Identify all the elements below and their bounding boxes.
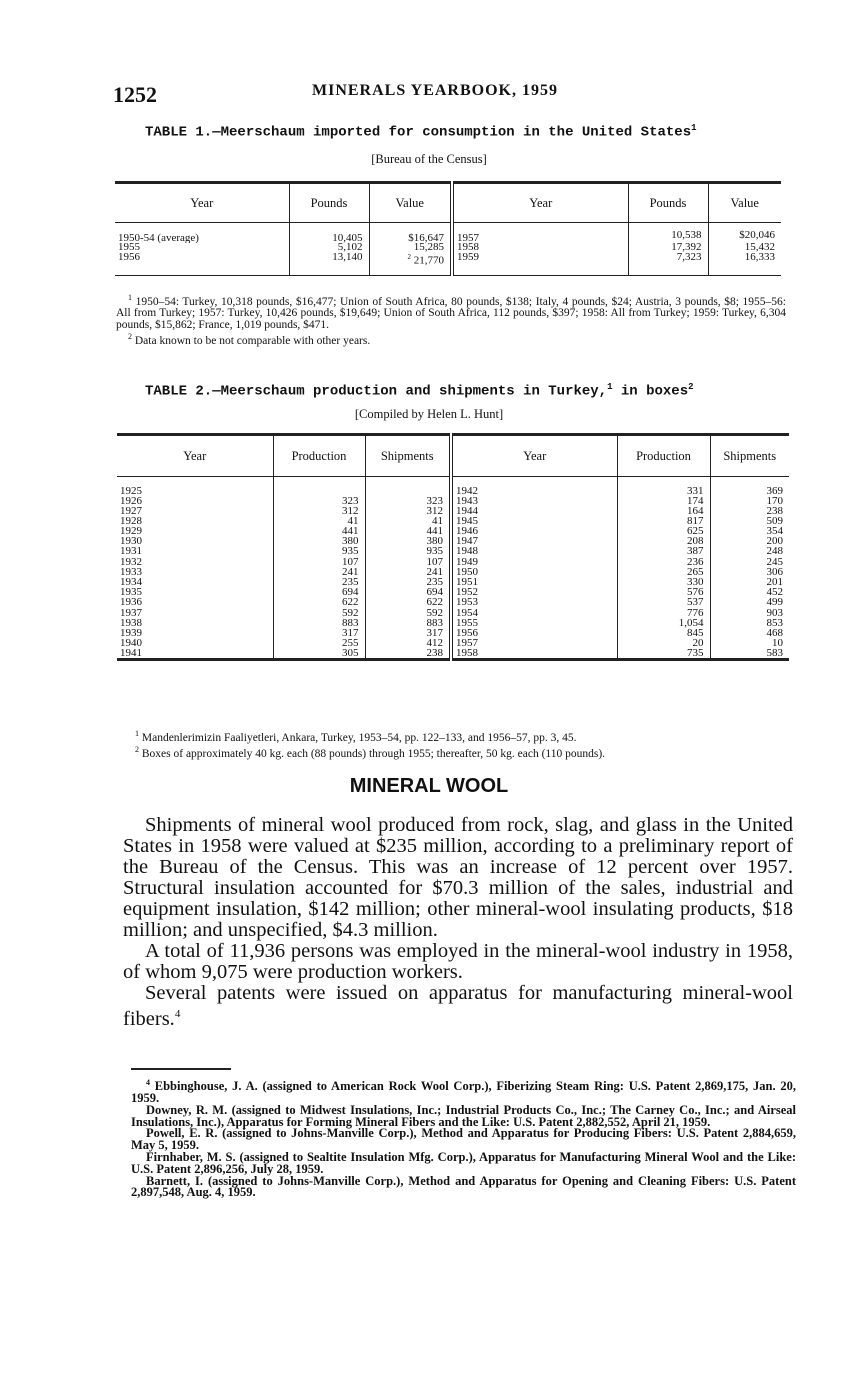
- page-number: 1252: [113, 82, 157, 107]
- t2-shipments: 245: [766, 555, 783, 568]
- patent-footnote: Firnhaber, M. S. (assigned to Sealtite Insulation Mfg. Corp.), Apparatus for Manufacturing Mineral Wool and the Like: U.S. Patent 2,896,256, July 28, 1959.: [131, 1149, 796, 1176]
- t2-shipments: 694: [365, 588, 451, 598]
- t2-shipments: 200: [766, 535, 783, 548]
- t2-year: 1950: [451, 568, 617, 578]
- table2-caption: TABLE 2.—Meerschaum production and shipments in Turkey,$^1$ in boxes$^2$: [145, 382, 694, 400]
- t2-production: 694: [273, 588, 365, 598]
- t2-year: 1957: [451, 639, 617, 649]
- t1-footnote-1: $^1$ 1950–54: Turkey, 10,318 pounds, $16,477; Union of South Africa, 80 pounds, $138; Italy, 4 pounds, $24; Austria, 3 pounds, $8; 1955–56: All from Turkey; 1957: Turkey, 10,426 pounds, $19,649; Union of South Africa, 112 pounds, $397; 1958: All from Turkey; 1959: Turkey, 6,304 pounds, $15,862; France, 1,019 pounds, $471.: [116, 293, 787, 331]
- t2-shipments: 583: [766, 647, 783, 660]
- table2-footnotes: [135, 728, 795, 761]
- t2-shipments: 452: [766, 586, 783, 599]
- t2-production: 235: [273, 578, 365, 588]
- t1-col-year-left: Year: [115, 183, 289, 223]
- t2-production: 323: [273, 497, 365, 507]
- t1-pounds: 7,323: [628, 253, 708, 275]
- t2-col-year-left: Year: [117, 435, 273, 477]
- paragraph: Shipments of mineral wool produced from rock, slag, and glass in the United States in 1958 were valued at $235 million, according to a preliminary report of the Bureau of the Census. This was an increase of 12 percent over 1957. Structural insulation accounted for $70.3 million of the sales, industrial and equipment insulation, $142 million; other mineral-wool insulating products, $18 million; and unspecified, $4.3 million.: [123, 814, 793, 941]
- t1-year: 1956: [115, 253, 289, 275]
- section-body: [123, 815, 793, 1030]
- t1-value: $20,046: [739, 229, 775, 241]
- t1-pounds: 10,405: [289, 223, 369, 244]
- t2-shipments: 441: [365, 527, 451, 537]
- t2-year: 1941: [117, 649, 273, 660]
- t2-production: 776: [617, 609, 710, 619]
- t2-production: 817: [617, 517, 710, 527]
- t1-value-mark: 2: [407, 253, 411, 261]
- table2-body: [117, 477, 789, 660]
- table2: [117, 433, 789, 661]
- t2-shipments: 468: [766, 626, 783, 639]
- t2-year: 1939: [117, 629, 273, 639]
- t1-pounds: 10,538: [628, 223, 708, 244]
- t1-value: 16,333: [744, 251, 775, 263]
- t2-production: 735: [617, 649, 710, 660]
- t1-value: $16,647: [369, 223, 452, 244]
- t2-production: 255: [273, 639, 365, 649]
- t2-year: 1943: [451, 497, 617, 507]
- t2-production: 331: [617, 477, 710, 497]
- t2-footnote-1: $^1$ Mandenlerimizin Faaliyetleri, Ankara, Turkey, 1953–54, pp. 122–133, and 1956–57, pp. 3, 45.: [135, 729, 577, 744]
- t2-year: 1952: [451, 588, 617, 598]
- t2-shipments: 238: [365, 649, 451, 660]
- t1-col-pounds-left: Pounds: [289, 183, 369, 223]
- t2-year: 1926: [117, 497, 273, 507]
- t2-production: 107: [273, 558, 365, 568]
- t2-footnote-2: $^2$ Boxes of approximately 40 kg. each (88 pounds) through 1955; thereafter, 50 kg. each (110 pounds).: [135, 745, 606, 761]
- t2-shipments: 903: [766, 606, 783, 619]
- t2-production: 537: [617, 598, 710, 608]
- t1-value: 15,432: [744, 241, 775, 253]
- t2-shipments: 412: [365, 639, 451, 649]
- t2-year: 1937: [117, 609, 273, 619]
- t2-production: 576: [617, 588, 710, 598]
- t2-production: 317: [273, 629, 365, 639]
- paragraph: A total of 11,936 persons was employed in the mineral-wool industry in 1958, of whom 9,075 were production workers.: [123, 940, 793, 983]
- table2-subcaption: [Compiled by Helen L. Hunt]: [354, 407, 504, 421]
- section-title: MINERAL WOOL: [349, 775, 509, 797]
- t2-col-production-left: Production: [273, 435, 365, 477]
- t2-col-year-right: Year: [451, 435, 617, 477]
- t2-production: 883: [273, 619, 365, 629]
- t2-year: 1932: [117, 558, 273, 568]
- table-row: [117, 477, 789, 497]
- t1-year: 1955: [115, 243, 289, 253]
- t2-shipments: [365, 477, 451, 497]
- t2-production: 380: [273, 537, 365, 547]
- t2-year: 1925: [117, 477, 273, 497]
- t2-production: 387: [617, 547, 710, 557]
- t2-shipments: 10: [772, 637, 783, 650]
- t2-shipments: 935: [365, 547, 451, 557]
- t2-year: 1953: [451, 598, 617, 608]
- t2-production: [273, 477, 365, 497]
- t2-production: 236: [617, 558, 710, 568]
- t2-year: 1958: [451, 649, 617, 660]
- patent-footnote: Downey, R. M. (assigned to Midwest Insulations, Inc.; Industrial Products Co., Inc.; The Carney Co., Inc.; and Airseal Insulations, Inc.), Apparatus for Forming Mineral Fibers and the Like: U.S. Patent 2,882,552, April 21, 1959.: [131, 1102, 796, 1129]
- table-row: [115, 223, 781, 244]
- t2-year: 1945: [451, 517, 617, 527]
- t1-pounds: 13,140: [289, 253, 369, 275]
- table1-caption-mark: 1: [691, 123, 697, 133]
- t2-shipments: 170: [766, 494, 783, 507]
- t2-production: 41: [273, 517, 365, 527]
- t2-shipments: 312: [365, 507, 451, 517]
- t2-production: 1,054: [617, 619, 710, 629]
- t2-shipments: 107: [365, 558, 451, 568]
- t1-col-year-right: Year: [452, 183, 628, 223]
- t2-year: 1930: [117, 537, 273, 547]
- t2-production: 592: [273, 609, 365, 619]
- t2-shipments: 354: [766, 525, 783, 538]
- t2-shipments: 369: [766, 485, 783, 497]
- t2-year: 1949: [451, 558, 617, 568]
- footnote-ref: 4: [174, 1008, 181, 1020]
- table1-footnotes: [116, 292, 786, 348]
- t1-year: 1958: [452, 243, 628, 253]
- footnote-divider: [131, 1068, 231, 1070]
- t1-value: [369, 253, 452, 275]
- t1-col-value-right: Value: [730, 196, 759, 210]
- t2-shipments: 248: [766, 545, 783, 558]
- t2-shipments: 41: [365, 517, 451, 527]
- t2-shipments: 306: [766, 565, 783, 578]
- t2-production: 305: [273, 649, 365, 660]
- t2-production: 164: [617, 507, 710, 517]
- t2-shipments: 883: [365, 619, 451, 629]
- t2-year: 1951: [451, 578, 617, 588]
- running-title: MINERALS YEARBOOK, 1959: [312, 82, 558, 99]
- table-row: [117, 649, 789, 660]
- t2-shipments: 592: [365, 609, 451, 619]
- t2-production: 625: [617, 527, 710, 537]
- t2-year: 1927: [117, 507, 273, 517]
- t2-shipments: 509: [766, 514, 783, 527]
- t2-year: 1954: [451, 609, 617, 619]
- t2-production: 208: [617, 537, 710, 547]
- t2-shipments: 499: [766, 596, 783, 609]
- t1-col-value-left: Value: [369, 183, 452, 223]
- t2-year: 1944: [451, 507, 617, 517]
- t2-production: 241: [273, 568, 365, 578]
- t2-year: 1938: [117, 619, 273, 629]
- t1-footnote-2: $^2$ Data known to be not comparable with other years.: [128, 332, 371, 348]
- t2-shipments: 235: [365, 578, 451, 588]
- t2-year: 1956: [451, 629, 617, 639]
- t2-shipments: 201: [766, 576, 783, 588]
- patent-footnote: Powell, E. R. (assigned to Johns-Manville Corp.), Method and Apparatus for Producing Fibers: U.S. Patent 2,884,659, May 5, 1959.: [131, 1126, 796, 1153]
- t2-year: 1936: [117, 598, 273, 608]
- t1-value-text: 21,770: [413, 254, 444, 267]
- t2-year: 1929: [117, 527, 273, 537]
- t2-year: 1934: [117, 578, 273, 588]
- t2-col-shipments-left: Shipments: [365, 435, 451, 477]
- t1-pounds: 17,392: [628, 243, 708, 253]
- t1-pounds: 5,102: [289, 243, 369, 253]
- table-row: [115, 253, 781, 275]
- t2-year: 1948: [451, 547, 617, 557]
- t2-year: 1928: [117, 517, 273, 527]
- t2-shipments: 241: [365, 568, 451, 578]
- t2-production: 441: [273, 527, 365, 537]
- t2-production: 20: [617, 639, 710, 649]
- t2-year: 1940: [117, 639, 273, 649]
- patent-footnote: Barnett, I. (assigned to Johns-Manville Corp.), Method and Apparatus for Opening and Cleaning Fibers: U.S. Patent 2,897,548, Aug. 4, 1959.: [131, 1173, 796, 1200]
- t2-production: 174: [617, 497, 710, 507]
- t2-production: 330: [617, 578, 710, 588]
- patent-footnotes: [131, 1077, 796, 1199]
- t1-year: 1957: [452, 223, 628, 244]
- t1-value: 15,285: [369, 243, 452, 253]
- table1: [115, 181, 781, 276]
- table1-subcaption: [Bureau of the Census]: [371, 152, 487, 166]
- t2-shipments: 238: [766, 504, 783, 517]
- t2-production: 845: [617, 629, 710, 639]
- t2-year: 1955: [451, 619, 617, 629]
- t2-shipments: 853: [766, 616, 783, 629]
- t2-col-shipments-right: Shipments: [723, 449, 777, 463]
- paragraph: Several patents were issued on apparatus for manufacturing mineral-wool fibers.$^4$: [123, 982, 793, 1030]
- t2-production: 265: [617, 568, 710, 578]
- t2-col-production-right: Production: [617, 435, 710, 477]
- patent-footnote: $^4$ Ebbinghouse, J. A. (assigned to American Rock Wool Corp.), Fiberizing Steam Ring: U.S. Patent 2,869,175, Jan. 20, 1959.: [131, 1078, 797, 1105]
- table-row: [117, 629, 789, 639]
- table1-caption: TABLE 1.—Meerschaum imported for consumption in the United States$^1$: [145, 123, 697, 141]
- t2-year: 1931: [117, 547, 273, 557]
- t2-year: 1947: [451, 537, 617, 547]
- t2-year: 1946: [451, 527, 617, 537]
- t2-shipments: 317: [365, 629, 451, 639]
- t2-shipments: 622: [365, 598, 451, 608]
- t2-production: 935: [273, 547, 365, 557]
- t2-shipments: 380: [365, 537, 451, 547]
- t2-year: 1935: [117, 588, 273, 598]
- t2-production: 312: [273, 507, 365, 517]
- t2-shipments: 323: [365, 497, 451, 507]
- t2-year: 1933: [117, 568, 273, 578]
- t2-year: 1942: [451, 477, 617, 497]
- t1-col-pounds-right: Pounds: [628, 183, 708, 223]
- t1-year: 1959: [452, 253, 628, 275]
- t2-production: 622: [273, 598, 365, 608]
- t1-year: 1950-54 (average): [115, 223, 289, 244]
